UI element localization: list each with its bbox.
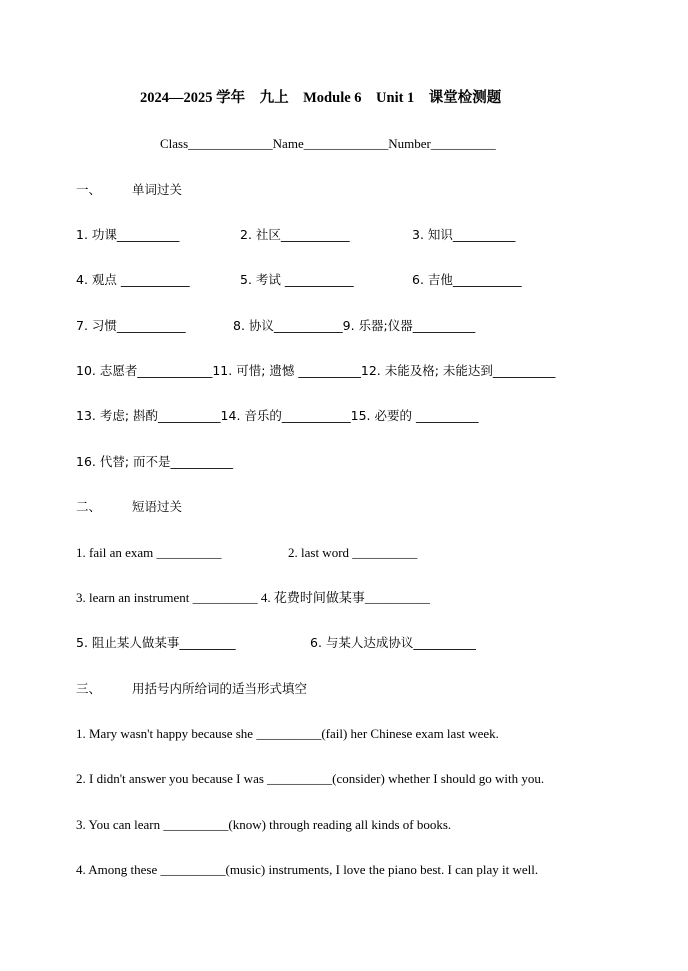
section2-heading bbox=[76, 499, 183, 515]
section3-title: 用括号内所给词的适当形式填空 bbox=[132, 681, 308, 696]
section1-heading bbox=[76, 182, 183, 198]
phrase-item-1: 1. fail an exam __________ bbox=[76, 545, 222, 560]
phrase-item-6: 6. 与某人达成协议__________ bbox=[310, 635, 476, 650]
student-info-line: Class_____________Name_____________Number__________ bbox=[160, 136, 496, 151]
fill-in-item-1: 1. Mary wasn't happy because she __________(fail) her Chinese exam last week. bbox=[76, 726, 499, 741]
page-title: 2024—2025 学年 九上 Module 6 Unit 1 课堂检测题 bbox=[140, 90, 502, 106]
vocab-item-2: 2. 社区___________ bbox=[240, 227, 350, 242]
fill-in-item-4: 4. Among these __________(music) instruments, I love the piano best. I can play it well. bbox=[76, 862, 539, 877]
vocab-items-8-9: 8. 协议___________9. 乐器;仪器__________ bbox=[233, 318, 476, 333]
section2-title: 短语过关 bbox=[132, 499, 183, 514]
phrase-item-2: 2. last word __________ bbox=[288, 545, 418, 560]
vocab-item-6: 6. 吉他___________ bbox=[412, 272, 522, 287]
section1-title: 单词过关 bbox=[132, 182, 183, 197]
vocab-row-4: 10. 志愿者____________11. 可惜; 遗憾 __________12. 未能及格; 未能达到__________ bbox=[76, 363, 556, 378]
section3-heading bbox=[76, 681, 308, 697]
fill-in-item-3: 3. You can learn __________(know) through reading all kinds of books. bbox=[76, 817, 452, 832]
vocab-item-4: 4. 观点 ___________ bbox=[76, 272, 190, 287]
vocab-item-3: 3. 知识__________ bbox=[412, 227, 516, 242]
vocab-row-5: 13. 考虑; 斟酌__________14. 音乐的___________15. 必要的 __________ bbox=[76, 408, 479, 423]
vocab-item-5: 5. 考试 ___________ bbox=[240, 272, 354, 287]
vocab-item-7: 7. 习惯___________ bbox=[76, 318, 186, 333]
vocab-row-6: 16. 代替; 而不是__________ bbox=[76, 454, 234, 469]
section1-number: 一、 bbox=[76, 182, 102, 197]
phrase-row-2: 3. learn an instrument __________ 4. 花费时间做某事__________ bbox=[76, 590, 430, 605]
fill-in-item-2: 2. I didn't answer you because I was __________(consider) whether I should go with you. bbox=[76, 771, 545, 786]
vocab-item-1: 1. 功课__________ bbox=[76, 227, 180, 242]
section3-number: 三、 bbox=[76, 681, 102, 696]
section2-number: 二、 bbox=[76, 499, 102, 514]
phrase-item-5: 5. 阻止某人做某事_________ bbox=[76, 635, 236, 650]
